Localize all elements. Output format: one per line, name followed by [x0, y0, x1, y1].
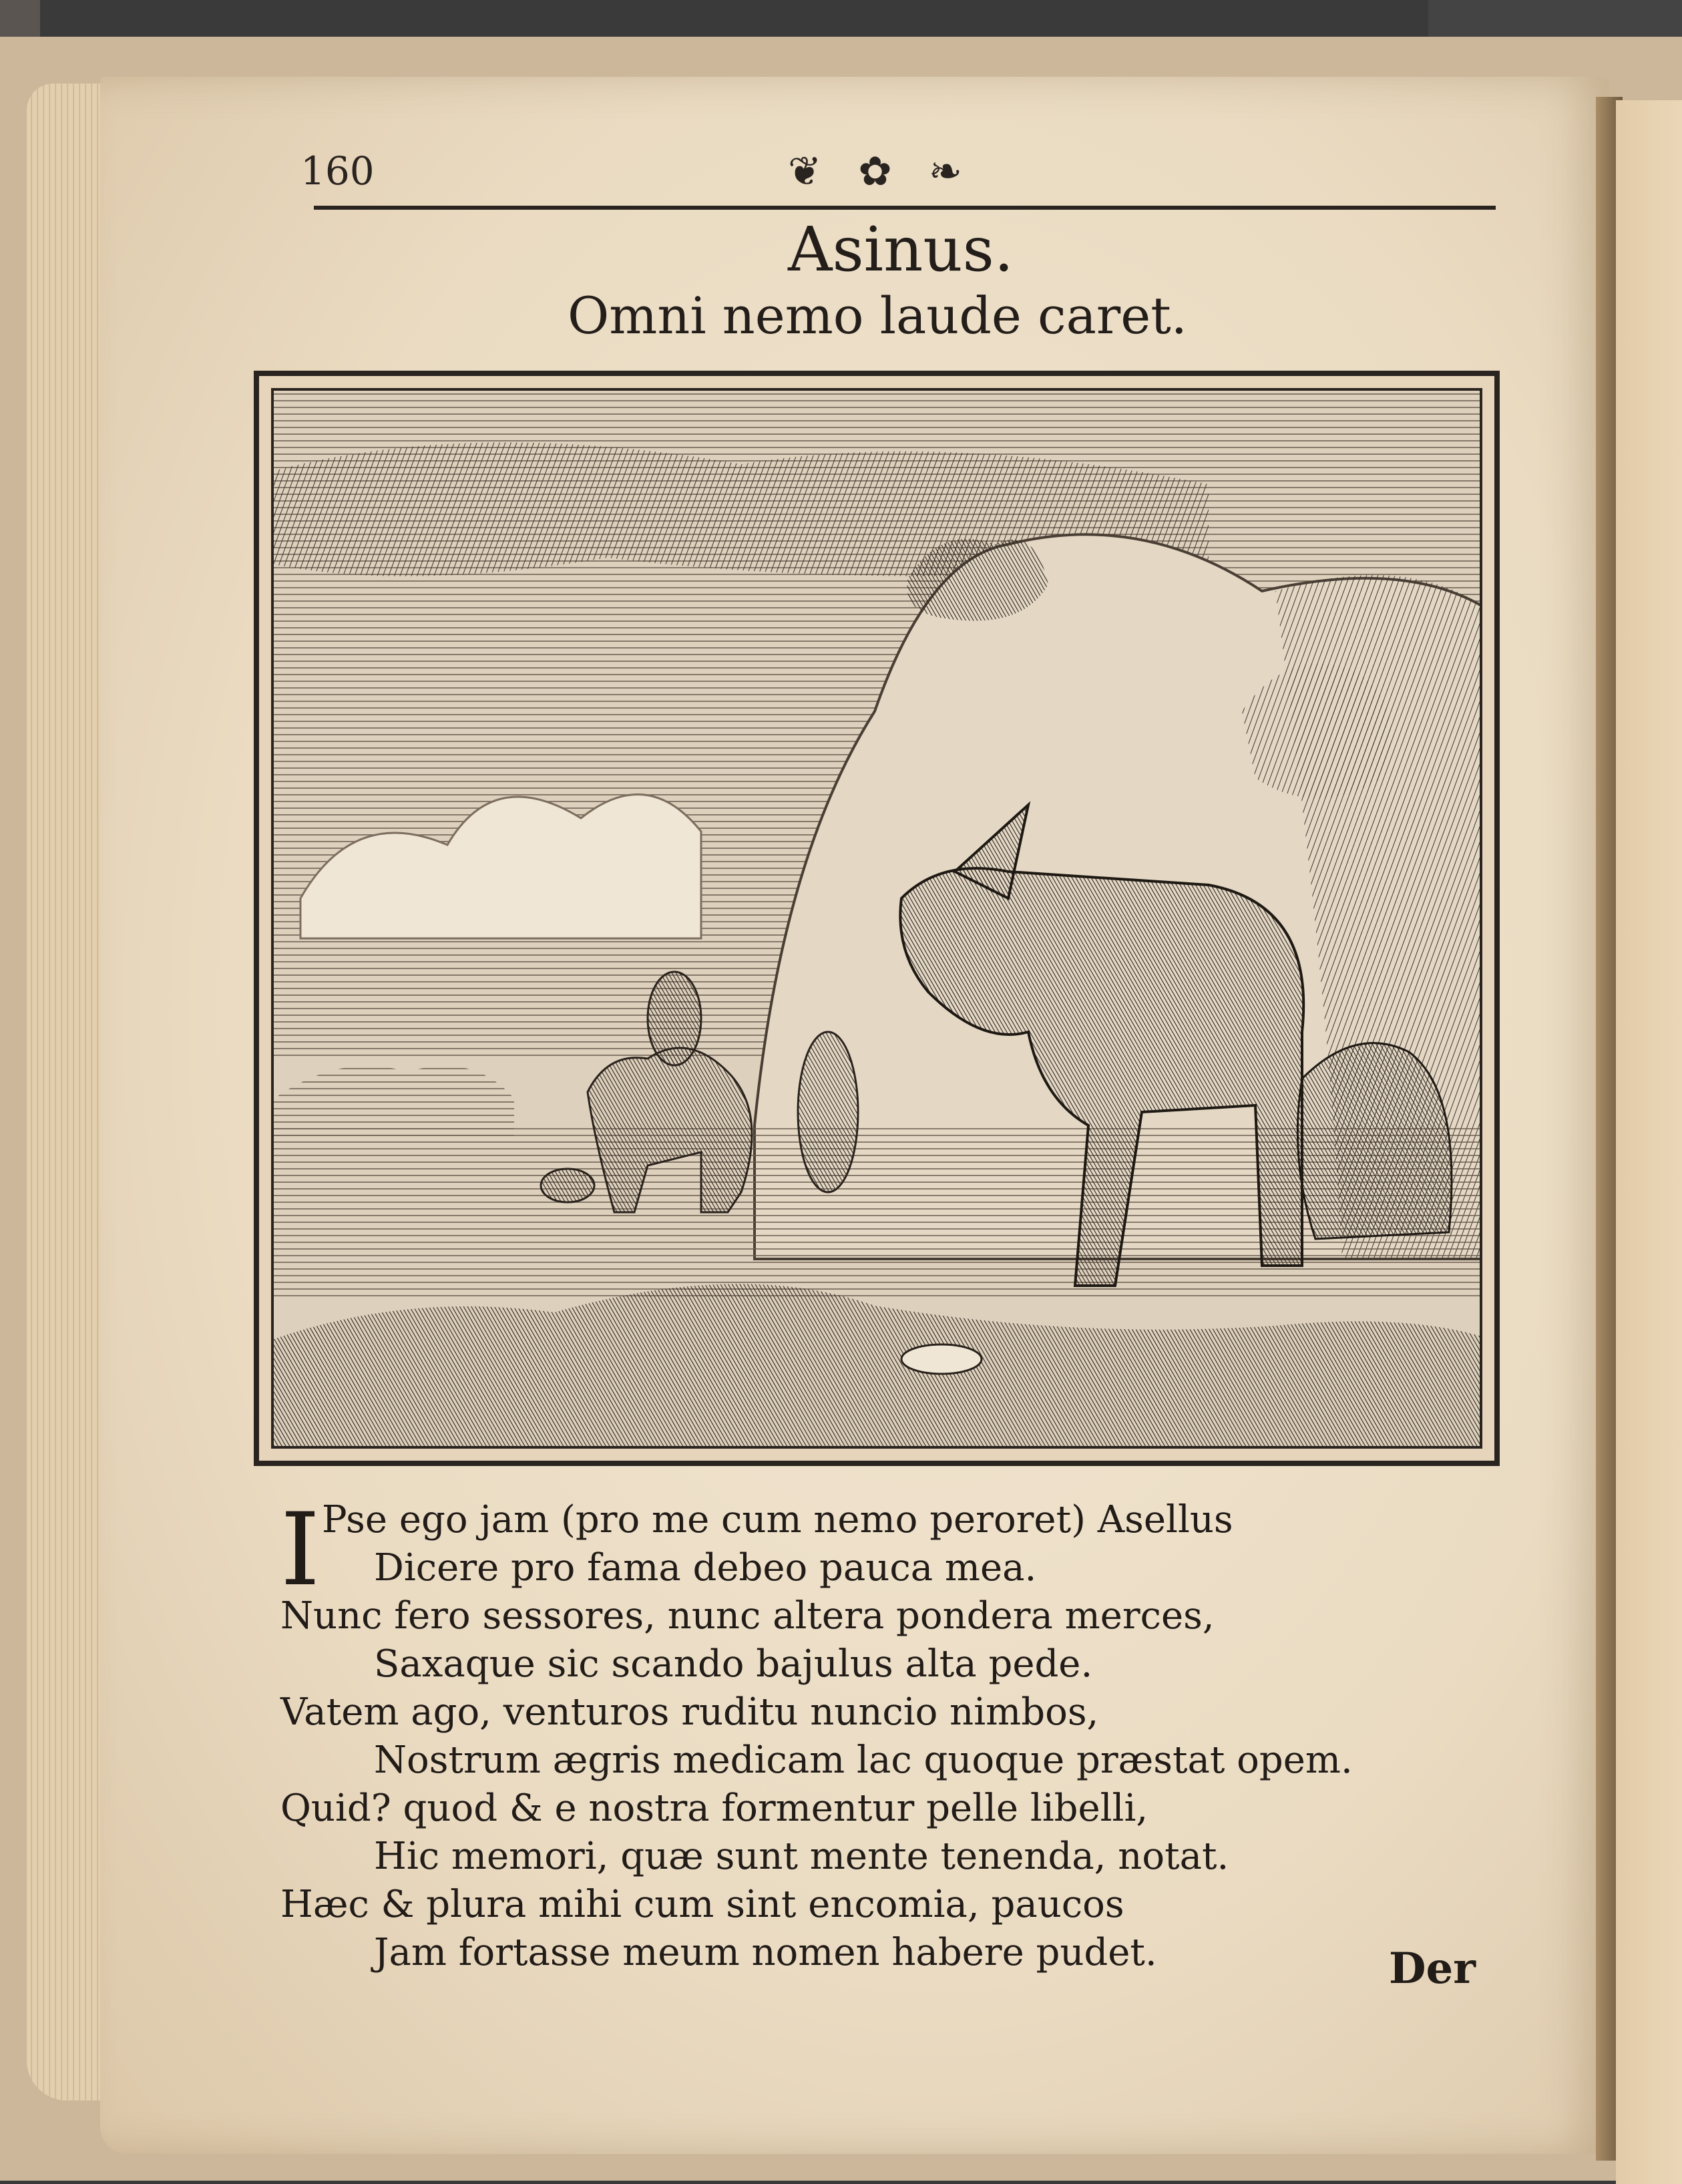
catchword: Der: [1389, 1944, 1476, 1994]
engraving-image: [271, 388, 1482, 1449]
engraving-frame: [254, 371, 1500, 1466]
verse-line: Nostrum ægris medicam lac quoque præstat opem.: [374, 1739, 1353, 1782]
verse-dropcap: I: [280, 1492, 321, 1608]
verse-line: Dicere pro fama debeo pauca mea.: [374, 1546, 1037, 1590]
emblem-motto: Omni nemo laude caret.: [568, 286, 1187, 345]
verse-line: Nunc fero sessores, nunc altera pondera merces,: [280, 1594, 1215, 1638]
header-rule: [314, 206, 1496, 210]
header-ornament-icon: ❦ ✿ ❧: [788, 148, 974, 195]
verse-line: Vatem ago, venturos ruditu nuncio nimbos,: [280, 1690, 1099, 1734]
rocks: [901, 1344, 982, 1374]
verse-line: Quid? quod & e nostra formentur pelle libelli,: [280, 1787, 1148, 1830]
emblem-title: Asinus.: [788, 214, 1014, 285]
verse-line: Saxaque sic scando bajulus alta pede.: [374, 1642, 1093, 1686]
verse-line: Hæc & plura mihi cum sint encomia, paucos: [280, 1883, 1124, 1926]
verse-line: Jam fortasse meum nomen habere pudet.: [374, 1931, 1157, 1974]
verse-line: Hic memori, quæ sunt mente tenenda, notat.: [374, 1835, 1229, 1878]
page-number: 160: [300, 148, 375, 194]
verse-block: [280, 1492, 1353, 1977]
reclining-figure: [1297, 1043, 1452, 1239]
verse-line: Pse ego jam (pro me cum nemo peroret) Asellus: [322, 1498, 1233, 1541]
right-page-edge: [1616, 100, 1682, 2184]
